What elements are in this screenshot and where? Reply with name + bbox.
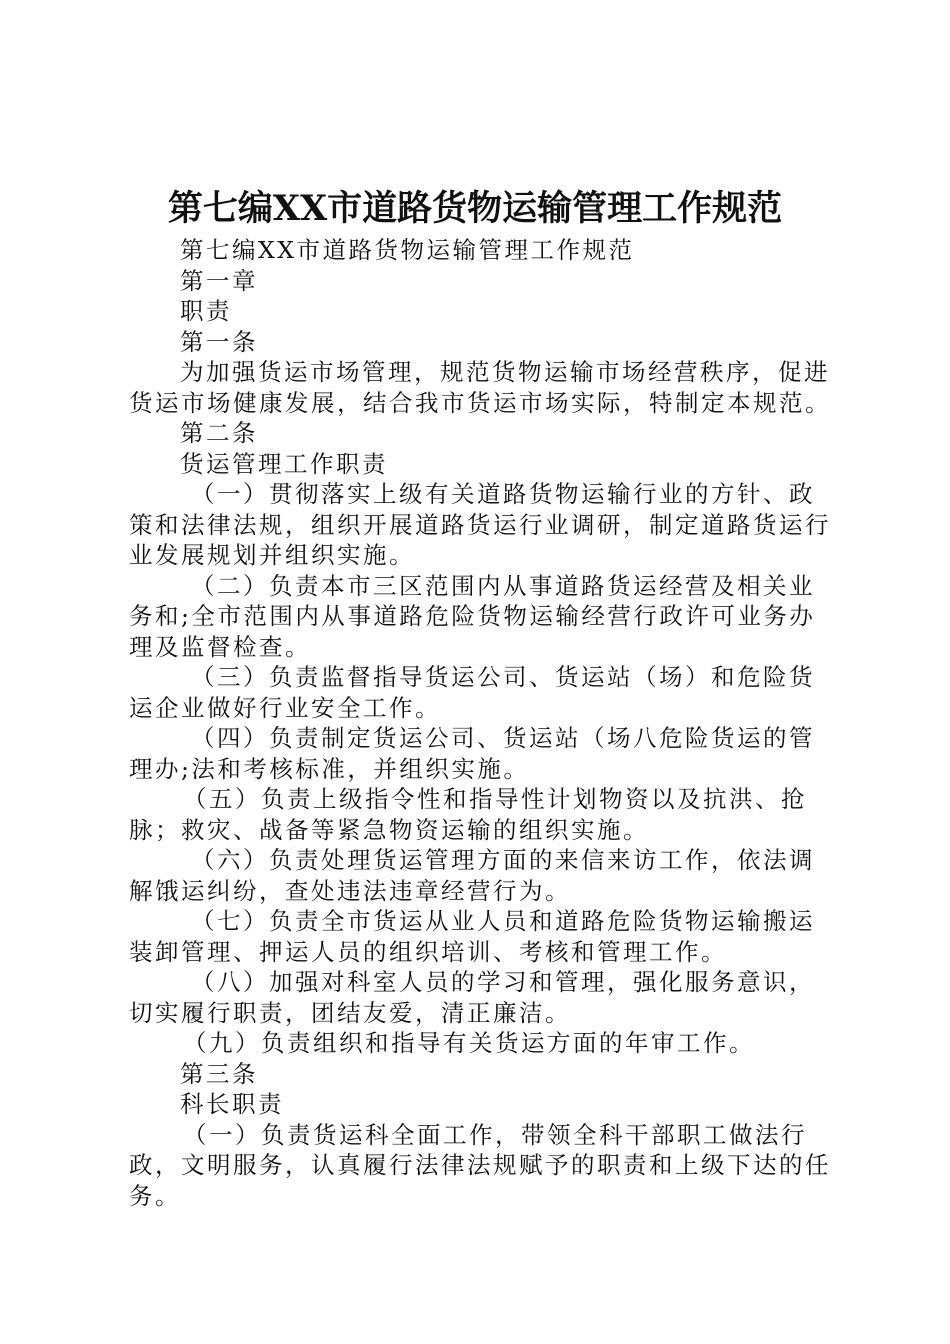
article-heading: 第二条 [180, 419, 258, 447]
list-item: （一）负责货运科全面工作，带领全科干部职工做法行政，文明服务，认真履行法律法规赋予的职责和上级下达的任务。 [129, 1120, 831, 1210]
chapter-name: 职责 [180, 297, 232, 325]
list-item: （一）贯彻落实上级有关道路货物运输行业的方针、政策和法律法规，组织开展道路货运行业调研，制定道路货运行业发展规划并组织实施。 [129, 480, 831, 569]
section-heading: 货运管理工作职责 [180, 449, 388, 478]
list-item: （九）负责组织和指导有关货运方面的年审工作。 [183, 1029, 755, 1057]
list-item: （三）负责监督指导货运公司、货运站（场）和危险货运企业做好行业安全工作。 [129, 663, 815, 722]
list-item: （四）负责制定货运公司、货运站（场八危险货运的管理办;法和考核标准，并组织实施。 [129, 724, 815, 783]
list-item: （八）加强对科室人员的学习和管理，强化服务意识，切实履行职责，团结友爱，清正廉洁。 [129, 968, 815, 1027]
document-body [129, 235, 835, 1211]
chapter-heading: 第一章 [180, 266, 258, 295]
list-item: （二）负责本市三区范围内从事道路货运经营及相关业务和;全市范围内从事道路危险货物运输经营行政许可业务办理及监督检查。 [129, 571, 816, 661]
paragraph: 为加强货运市场管理，规范货物运输市场经营秩序，促进货运市场健康发展，结合我市货运市场实际，特制定本规范。 [129, 358, 831, 417]
subtitle-line: 第七编XX市道路货物运输管理工作规范 [180, 236, 635, 264]
article-heading: 第三条 [180, 1059, 258, 1088]
document-title: 第七编XX市道路货物运输管理工作规范 [167, 188, 783, 229]
section-heading: 科长职责 [180, 1090, 284, 1118]
list-item: （五）负责上级指令性和指导性计划物资以及抗洪、抢脉；救灾、战备等紧急物资运输的组织实施。 [129, 785, 807, 844]
list-item: （六）负责处理货运管理方面的来信来访工作，依法调解饿运纠纷，查处违法违章经营行为。 [129, 846, 815, 905]
list-item: （七）负责全市货运从业人员和道路危险货物运输搬运装卸管理、押运人员的组织培训、考核和管理工作。 [129, 907, 815, 966]
article-heading: 第一条 [180, 327, 258, 356]
